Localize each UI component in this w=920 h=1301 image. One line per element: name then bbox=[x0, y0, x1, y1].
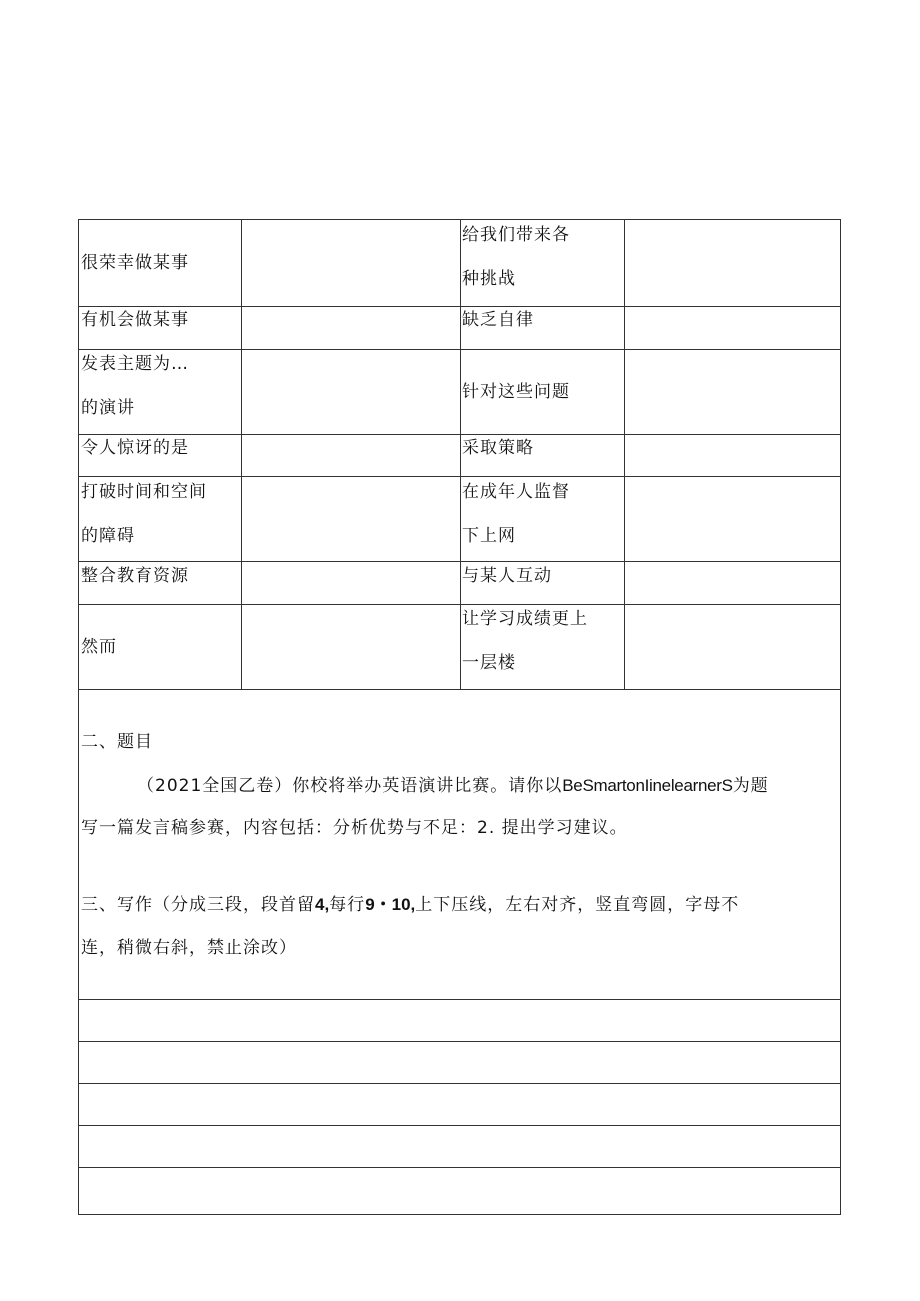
writing-line bbox=[79, 1083, 840, 1084]
phrase-cell: 令人惊讶的是 bbox=[81, 438, 189, 458]
phrase-cell: 采取策略 bbox=[462, 438, 534, 458]
phrase-cell: 然而 bbox=[81, 637, 117, 657]
writing-instructions: 三、写作（分成三段，段首留4,每行9・10,上下压线，左右对齐，竖直弯圆，字母不 bbox=[81, 895, 740, 915]
table-column-divider bbox=[624, 220, 625, 689]
writing-instructions: 连，稍微右斜，禁止涂改） bbox=[81, 938, 297, 958]
writing-line bbox=[79, 999, 840, 1000]
phrase-cell: 与某人互动 bbox=[462, 566, 552, 586]
phrase-cell: 的演讲 bbox=[81, 398, 135, 418]
phrase-cell: 缺乏自律 bbox=[462, 310, 534, 330]
table-column-divider bbox=[460, 220, 461, 689]
table-column-divider bbox=[241, 220, 242, 689]
phrase-cell: 的障碍 bbox=[81, 526, 135, 546]
section-heading: 二、题目 bbox=[81, 732, 153, 752]
writing-line bbox=[79, 1125, 840, 1126]
phrase-cell: 打破时间和空间 bbox=[81, 482, 207, 502]
writing-line bbox=[79, 1041, 840, 1042]
writing-line bbox=[79, 1167, 840, 1168]
phrase-cell: 针对这些问题 bbox=[462, 382, 570, 402]
phrase-cell: 让学习成绩更上 bbox=[462, 609, 588, 629]
phrase-cell: 下上网 bbox=[462, 526, 516, 546]
phrase-cell: 一层楼 bbox=[462, 653, 516, 673]
prompt-line: 写一篇发言稿参赛，内容包括：分析优势与不足：2. 提出学习建议。 bbox=[81, 818, 628, 838]
phrase-cell: 整合教育资源 bbox=[81, 566, 189, 586]
prompt-line: （2021全国乙卷）你校将举办英语演讲比赛。请你以BeSmartonIinelearnerS为题 bbox=[137, 776, 769, 796]
table-bottom-border bbox=[79, 689, 840, 690]
phrase-cell: 种挑战 bbox=[462, 269, 516, 289]
worksheet-frame bbox=[78, 219, 841, 1215]
phrase-cell: 在成年人监督 bbox=[462, 482, 570, 502]
phrase-cell: 有机会做某事 bbox=[81, 310, 189, 330]
phrase-cell: 给我们带来各 bbox=[462, 225, 570, 245]
phrase-cell: 发表主题为… bbox=[81, 354, 189, 374]
phrase-cell: 很荣幸做某事 bbox=[81, 253, 189, 273]
